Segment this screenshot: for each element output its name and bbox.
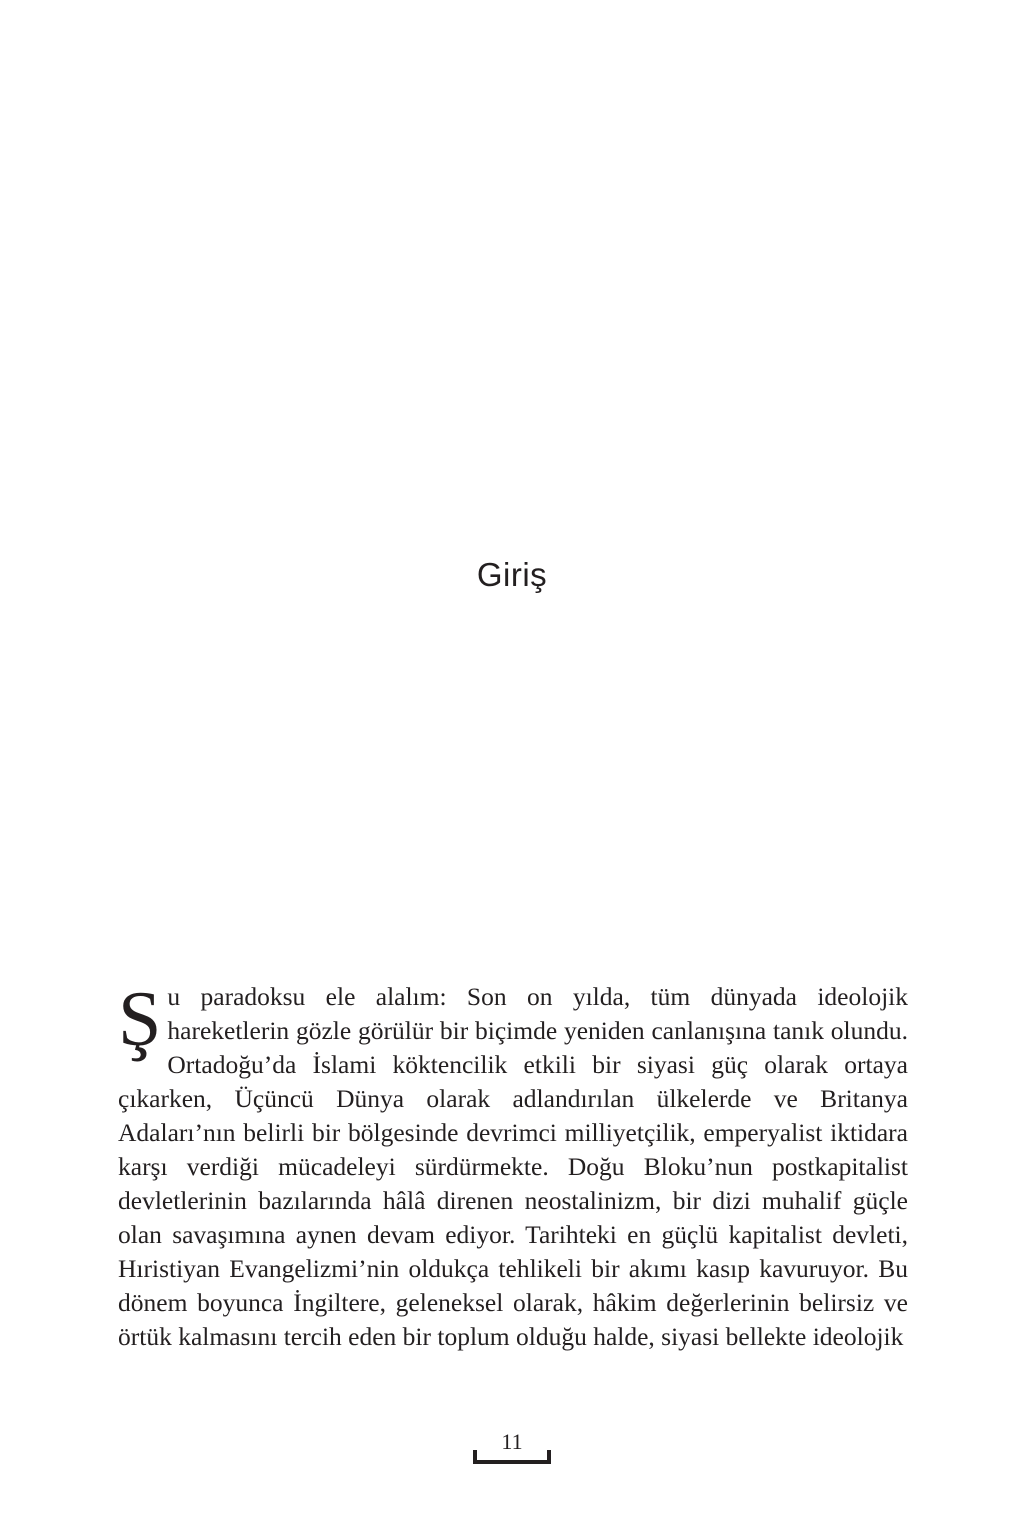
- paragraph-text: u paradoksu ele alalım: Son on yılda, tüm dünyada ideolojik hareketlerin gözle görülür bir biçimde yeniden canlanışına tanık olundu. Ortadoğu’da İslami köktencilik etkili bir siyasi güç olarak ortaya çıkarken, Üçüncü Dünya olarak adlandırılan ülkelerde ve Britanya Adaları’nın belirli bir bölgesinde devrimci milliyetçilik, emperyalist iktidara karşı verdiği mücadeleyi sürdürmekte. Doğu Bloku’nun postkapitalist devletlerinin bazılarında hâlâ direnen neostalinizm, bir dizi muhalif güçle olan savaşımına aynen devam ediyor. Tarihteki en güçlü kapitalist devleti, Hıristiyan Evangelizmi’nin oldukça tehlikeli bir akımı kasıp kavuruyor. Bu dönem boyunca İngiltere, geleneksel olarak, hâkim değerlerinin belirsiz ve örtük kalmasını tercih eden bir toplum olduğu halde, siyasi bellekte ideolojik: [118, 982, 908, 1351]
- chapter-title: Giriş: [476, 556, 548, 593]
- drop-cap: Ş: [118, 975, 162, 1062]
- page-number: 11: [501, 1429, 523, 1454]
- body-paragraph: [118, 975, 908, 1354]
- page-footer: [0, 1430, 1024, 1464]
- page-number-bracket: [473, 1430, 550, 1464]
